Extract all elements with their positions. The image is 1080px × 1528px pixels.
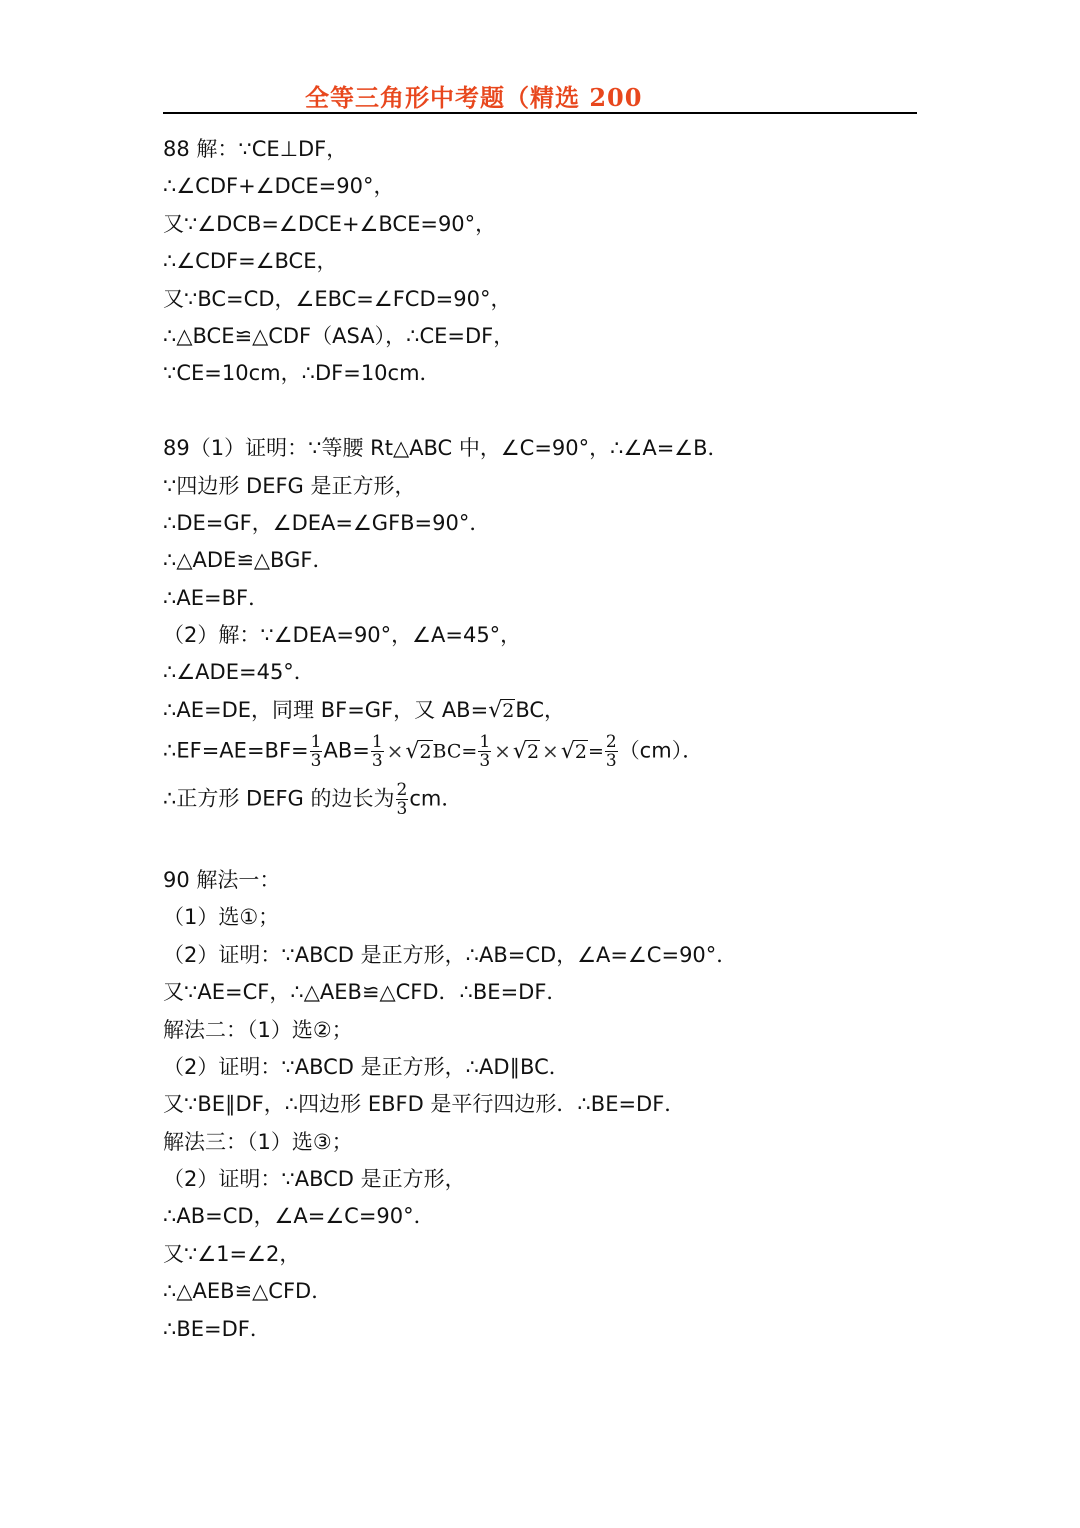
text-line-89-2: ∵四边形 DEFG 是正方形，: [163, 474, 416, 498]
sqrt-2: [513, 736, 540, 767]
fraction-denominator: 3: [605, 751, 617, 771]
sqrt-2: [561, 736, 588, 767]
sqrt-2: [488, 695, 515, 726]
document-title: 全等三角形中考题（精选 200: [305, 83, 643, 112]
text-line-88-6: ∴△BCE≌△CDF（ASA），∴CE=DF，: [163, 324, 515, 348]
fraction-1-3: [478, 733, 491, 770]
text-line-88-1: 88 解：∵CE⊥DF，: [163, 137, 348, 161]
times-sign: ×: [494, 738, 511, 763]
text-line-90-12: ∴△AEB≌△CFD．: [163, 1279, 333, 1303]
math-text: ∴正方形 DEFG 的边长为: [163, 786, 395, 811]
header-rule: [163, 112, 917, 114]
text-line-89-4: ∴△ADE≌△BGF．: [163, 548, 334, 572]
radicand: 2: [574, 740, 587, 763]
text-line-90-3: （2）证明：∵ABCD 是正方形，∴AB=CD，∠A=∠C=90°．: [163, 943, 738, 967]
text-line-90-6: （2）证明：∵ABCD 是正方形，∴AD∥BC．: [163, 1055, 570, 1079]
radical-sign: √: [512, 738, 527, 764]
fraction-denominator: 3: [371, 751, 383, 771]
radical-sign: √: [488, 698, 503, 723]
text-line-89-8: [163, 695, 565, 726]
fraction-1-3: [371, 733, 384, 770]
text-line-89-6: （2）解：∵∠DEA=90°，∠A=45°，: [163, 623, 522, 647]
text-line-90-11: 又∵∠1=∠2，: [163, 1242, 301, 1266]
radicand: 2: [526, 740, 540, 763]
text-line-89-7: ∴∠ADE=45°．: [163, 660, 315, 684]
times-sign: ×: [386, 738, 404, 763]
text-line-88-5: 又∵BC=CD，∠EBC=∠FCD=90°，: [163, 287, 512, 311]
fraction-2-3: [396, 781, 409, 818]
fraction-numerator: 2: [605, 732, 617, 752]
math-text: （cm）．: [618, 738, 704, 763]
equals-sign: =: [587, 740, 604, 763]
text-line-90-8: 解法三：（1）选③；: [163, 1130, 353, 1154]
fraction-numerator: 2: [396, 780, 408, 800]
radical-sign: √: [405, 738, 420, 764]
radical-sign: √: [560, 738, 575, 764]
text-line-88-7: ∵CE=10cm，∴DF=10cm．: [163, 361, 441, 385]
text-line-90-1: 90 解法一：: [163, 868, 281, 892]
text-line-88-3: 又∵∠DCB=∠DCE+∠BCE=90°，: [163, 212, 497, 236]
text-line-89-5: ∴AE=BF．: [163, 586, 270, 610]
math-text: BC，: [515, 698, 566, 722]
fraction-1-3: [310, 733, 323, 770]
fraction-denominator: 3: [396, 799, 408, 819]
math-text: AB=: [323, 738, 370, 763]
math-text: cm．: [409, 786, 463, 811]
text-line-89-1: 89（1）证明：∵等腰 Rt△ABC 中，∠C=90°，∴∠A=∠B．: [163, 436, 729, 460]
radicand: 2: [419, 740, 432, 763]
text-line-90-5: 解法二：（1）选②；: [163, 1018, 353, 1042]
sqrt-2: [405, 736, 432, 767]
fraction-numerator: 1: [479, 732, 491, 752]
math-text: ∴EF=AE=BF=: [163, 738, 309, 763]
radicand: 2: [502, 700, 515, 722]
text-line-90-4: 又∵AE=CF，∴△AEB≌△CFD．∴BE=DF．: [163, 980, 568, 1004]
fraction-2-3: [605, 733, 618, 770]
text-line-90-13: ∴BE=DF．: [163, 1317, 271, 1341]
text-line-89-9: [163, 733, 703, 770]
text-line-88-4: ∴∠CDF=∠BCE，: [163, 249, 338, 273]
fraction-numerator: 1: [310, 732, 322, 752]
math-text: ∴AE=DE，同理 BF=GF，又 AB=: [163, 698, 489, 722]
text-line-90-10: ∴AB=CD，∠A=∠C=90°．: [163, 1204, 435, 1228]
text-line-90-9: （2）证明：∵ABCD 是正方形，: [163, 1167, 466, 1191]
fraction-denominator: 3: [310, 751, 322, 771]
fraction-denominator: 3: [479, 751, 491, 771]
math-text: BC=: [432, 740, 478, 763]
text-line-89-3: ∴DE=GF，∠DEA=∠GFB=90°．: [163, 511, 491, 535]
fraction-numerator: 1: [371, 732, 383, 752]
text-line-90-7: 又∵BE∥DF，∴四边形 EBFD 是平行四边形．∴BE=DF．: [163, 1092, 686, 1116]
text-line-90-2: （1）选①；: [163, 905, 280, 929]
text-line-89-10: [163, 781, 462, 818]
times-sign: ×: [542, 738, 559, 763]
text-line-88-2: ∴∠CDF+∠DCE=90°，: [163, 174, 395, 198]
